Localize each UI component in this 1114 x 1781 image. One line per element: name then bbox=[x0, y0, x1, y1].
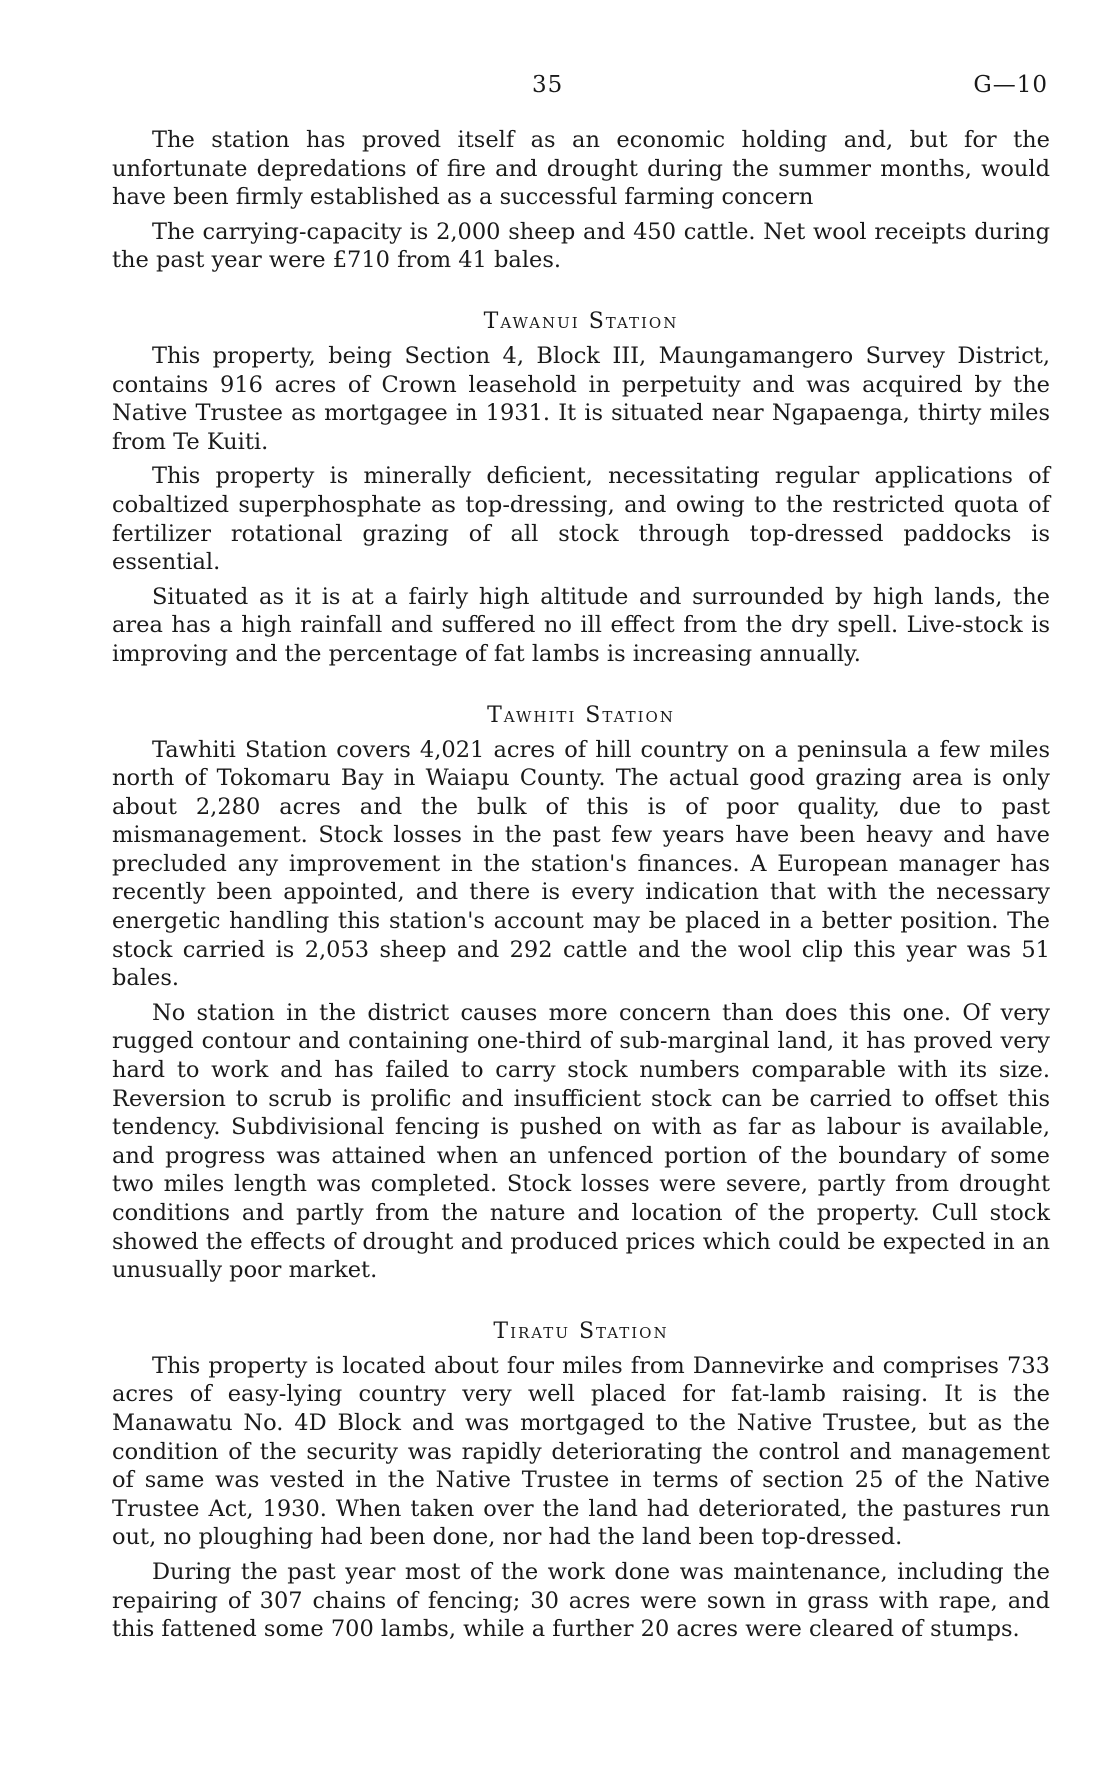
section-heading: Tiratu Station bbox=[493, 1318, 669, 1344]
intro-paragraph-2: The carrying-capacity is 2,000 sheep and 450 cattle. Net wool receipts during the past year were £710 from 41 bales. bbox=[112, 218, 1050, 274]
section-paragraph: During the past year most of the work done was maintenance, including the repairing of 307 chains of fencing; 30 acres were sown in grass with rape, and this fattened some 700 lambs, while a further 20 acres were cleared of stumps. bbox=[112, 1558, 1050, 1643]
page-number: 35 bbox=[532, 72, 564, 98]
section-paragraph: This property is minerally deficient, necessitating regular applications of cobaltized superphosphate as top-dressing, and owing to the restricted quota of fertilizer rotational grazing of all stock through top-dressed paddocks is essential. bbox=[112, 463, 1050, 576]
section-paragraph: No station in the district causes more concern than does this one. Of very rugged contour and containing one-third of sub-marginal land, it has proved very hard to work and has failed to carry stock numbers comparable with its size. Reversion to scrub is prolific and insufficient stock can be carried to offset this tendency. Subdivisional fencing is pushed on with as far as labour is available, and progress was attained when an unfenced portion of the boundary of some two miles length was completed. Stock losses were severe, partly from drought conditions and partly from the nature and location of the property. Cull stock showed the effects of drought and produced prices which could be expected in an unusually poor market. bbox=[112, 999, 1050, 1284]
section-paragraph: Situated as it is at a fairly high altitude and surrounded by high lands, the area has a high rainfall and suffered no ill effect from the dry spell. Live-stock is improving and the percentage of fat lambs is increasing annually. bbox=[112, 583, 1050, 667]
section-tiratu bbox=[112, 1319, 1050, 1644]
section-tawhiti bbox=[112, 703, 1050, 1285]
intro-block bbox=[112, 126, 1050, 275]
intro-paragraph-1: The station has proved itself as an economic holding and, but for the unfortunate depredations of fire and drought during the summer months, would have been firmly established as a successful farming concern bbox=[112, 127, 1050, 211]
document-page bbox=[112, 72, 1050, 1644]
section-heading: Tawanui Station bbox=[483, 308, 679, 334]
page-reference: G—10 bbox=[973, 72, 1048, 98]
section-paragraph: This property, being Section 4, Block III, Maungamangero Survey District, contains 916 acres of Crown leasehold in perpetuity and was acquired by the Native Trustee as mortgagee in 1931. It is situated near Ngapaenga, thirty miles from Te Kuiti. bbox=[112, 342, 1050, 455]
page-header bbox=[112, 72, 1050, 126]
section-paragraph: This property is located about four miles from Dannevirke and comprises 733 acres of easy-lying country very well placed for fat-lamb raising. It is the Manawatu No. 4D Block and was mortgaged to the Native Trustee, but as the condition of the security was rapidly deteriorating the control and management of same was vested in the Native Trustee in terms of section 25 of the Native Trustee Act, 1930. When taken over the land had deteriorated, the pastures run out, no ploughing had been done, nor had the land been top-dressed. bbox=[112, 1352, 1050, 1551]
section-heading: Tawhiti Station bbox=[487, 702, 675, 728]
section-tawanui bbox=[112, 309, 1050, 669]
section-paragraph: Tawhiti Station covers 4,021 acres of hill country on a peninsula a few miles north of Tokomaru Bay in Waiapu County. The actual good grazing area is only about 2,280 acres and the bulk of this is of poor quality, due to past mismanagement. Stock losses in the past few years have been heavy and have precluded any improvement in the station's finances. A European manager has recently been appointed, and there is every indication that with the necessary energetic handling this station's account may be placed in a better position. The stock carried is 2,053 sheep and 292 cattle and the wool clip this year was 51 bales. bbox=[112, 736, 1050, 992]
